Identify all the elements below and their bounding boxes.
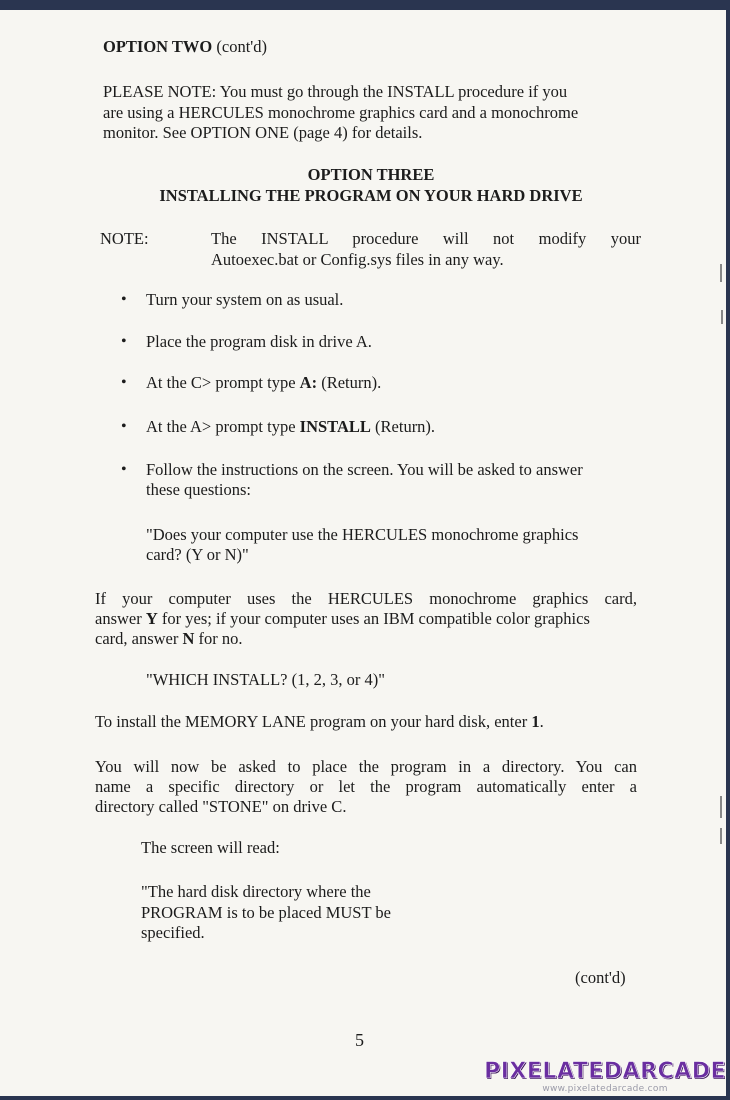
quote-line: PROGRAM is to be placed MUST be [141,903,391,922]
command-text: A: [299,373,318,392]
text-run: At the A> prompt type [146,417,300,436]
paragraph-line: directory called "STONE" on drive C. [95,797,347,816]
list-item-continued: these questions: [146,480,251,499]
text-run: (Return). [317,373,382,392]
paragraph-line [95,629,243,649]
text-run: for yes; if your computer uses an IBM compatible color graphics [157,609,590,628]
section-subtitle: INSTALLING THE PROGRAM ON YOUR HARD DRIVE [159,186,583,205]
site-watermark [484,1060,726,1094]
bullet-icon: • [121,291,127,308]
question-line: "Does your computer use the HERCULES monochrome graphics [146,525,579,544]
bullet-icon: • [121,374,127,391]
quote-line: specified. [141,923,205,942]
text-run: To install the MEMORY LANE program on your hard disk, enter [95,712,532,731]
header-suffix: (cont'd) [212,37,268,56]
margin-mark [720,264,722,282]
key-text: N [182,629,195,648]
header-title: OPTION TWO [103,37,213,56]
continued-label: (cont'd) [575,968,626,987]
paragraph-line: If your computer uses the HERCULES monochrome graphics card, [95,589,637,608]
text-run: . [539,712,544,731]
list-item: Follow the instructions on the screen. You will be asked to answer [146,460,583,479]
page-number: 5 [355,1030,364,1050]
text-run: card, answer [95,629,183,648]
list-item: Place the program disk in drive A. [146,332,372,351]
list-item [146,373,381,393]
question-line: "WHICH INSTALL? (1, 2, 3, or 4)" [146,670,385,689]
watermark-url: www.pixelatedarcade.com [542,1084,668,1094]
list-item [146,417,435,437]
key-text: Y [145,609,158,628]
margin-mark [721,310,723,324]
key-text: 1 [531,712,540,731]
text-run: (Return). [370,417,436,436]
bullet-icon: • [121,418,127,435]
text-run: answer [95,609,146,628]
bullet-icon: • [121,333,127,350]
command-text: INSTALL [299,417,371,436]
note-line: The INSTALL procedure will not modify your [211,229,641,248]
quote-line: "The hard disk directory where the [141,882,371,901]
note-line: Autoexec.bat or Config.sys files in any way. [211,250,504,269]
watermark-title: PIXELATEDARCADE [484,1059,726,1084]
margin-mark [720,796,722,818]
paragraph-line: monitor. See OPTION ONE (page 4) for details. [103,123,423,142]
paragraph-line: You will now be asked to place the program in a directory. You can [95,757,637,776]
paragraph-line [95,609,590,629]
memory-lane-line [95,712,544,732]
section-title: OPTION THREE [307,165,435,184]
bullet-icon: • [121,461,127,478]
margin-mark [720,828,722,844]
paragraph-line: PLEASE NOTE: You must go through the INSTALL procedure if you [103,82,568,101]
page-header [103,37,267,57]
question-line: card? (Y or N)" [146,545,249,564]
paragraph-line: are using a HERCULES monochrome graphics card and a monochrome [103,103,579,122]
text-run: At the C> prompt type [146,373,300,392]
screen-read-line: The screen will read: [141,838,280,857]
list-item: Turn your system on as usual. [146,290,344,309]
manual-page [0,10,726,1096]
text-run: for no. [194,629,243,648]
paragraph-line: name a specific directory or let the program automatically enter a [95,777,637,796]
note-label: NOTE: [100,229,149,248]
